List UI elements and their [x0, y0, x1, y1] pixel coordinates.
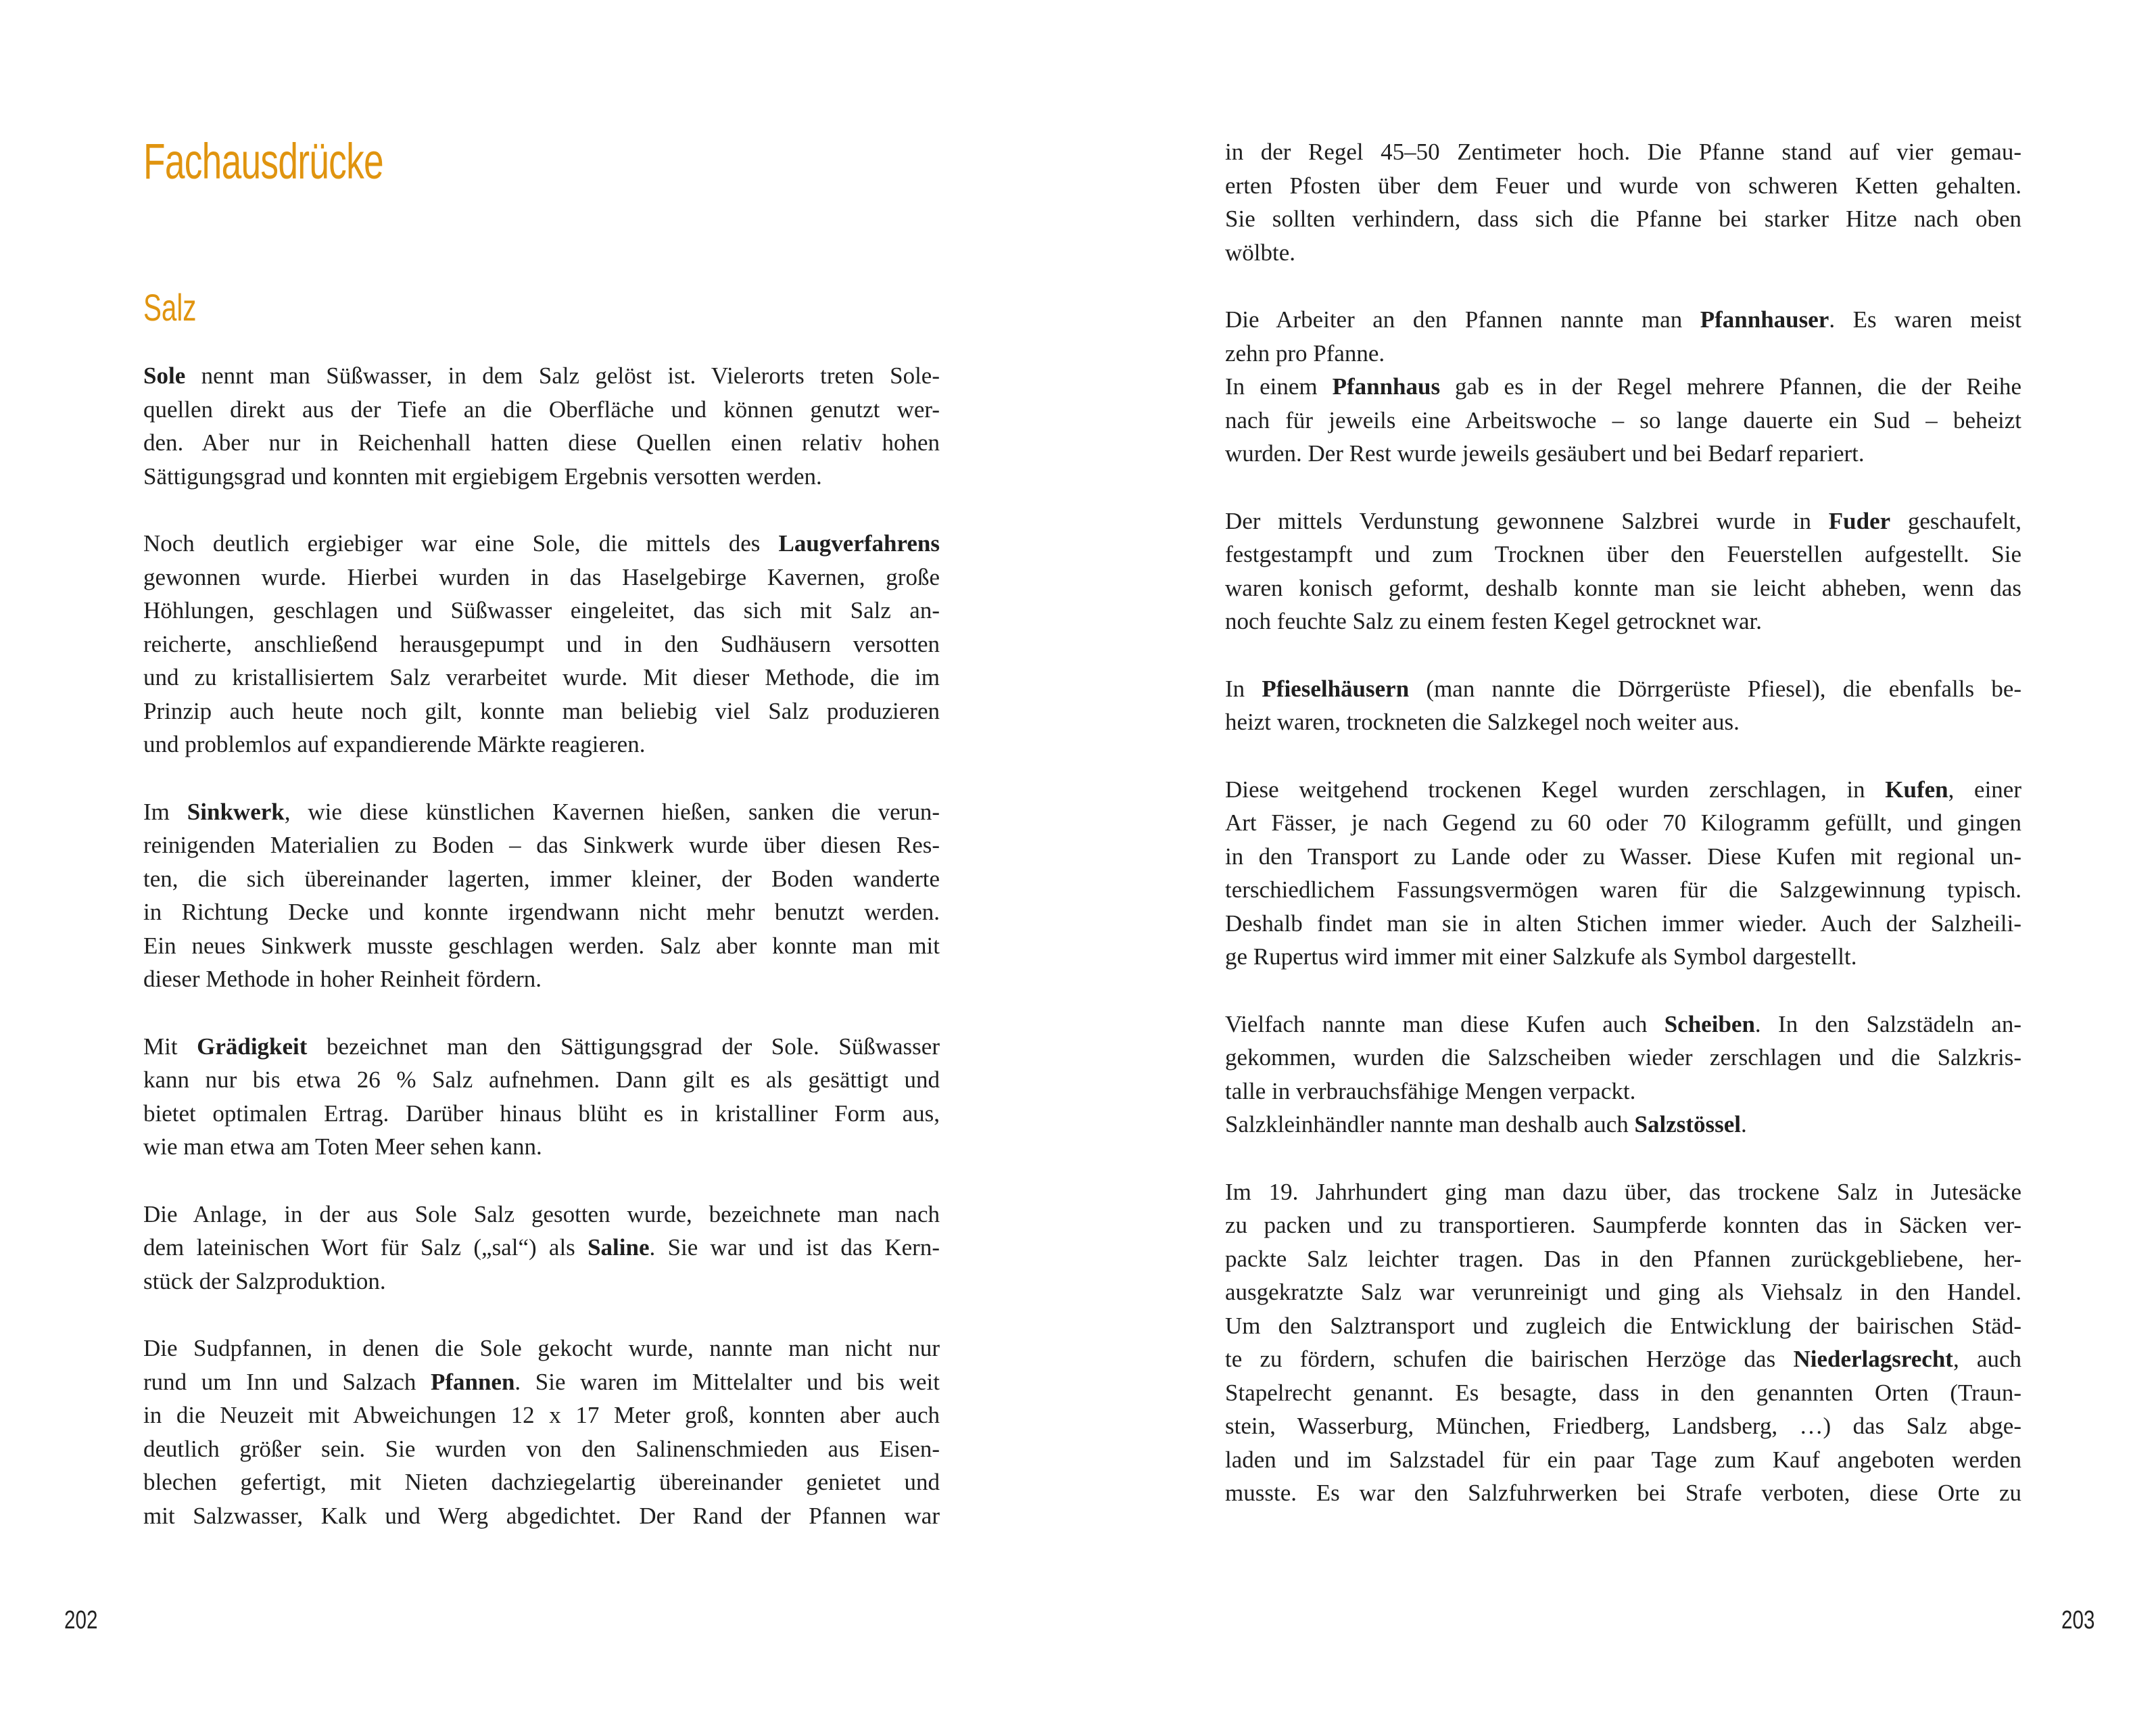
text-run: zehn pro Pfanne.	[1225, 339, 1385, 367]
text-line	[1225, 773, 2021, 807]
right-page	[1078, 0, 2156, 1717]
text-line	[1225, 1075, 2021, 1108]
page-number-left: 202	[64, 1606, 98, 1634]
text-line	[1225, 1376, 2021, 1410]
paragraph	[1225, 504, 2021, 638]
text-line	[143, 1198, 940, 1231]
text-run: Die Anlage, in der aus Sole Salz gesotten wurde, bezeichnete man nach	[143, 1200, 940, 1227]
text-run: wurden. Der Rest wurde jeweils gesäubert und bei Bedarf repariert.	[1225, 440, 1865, 467]
text-run: Deshalb findet man sie in alten Stichen immer wieder. Auch der Salzheili-	[1225, 910, 2021, 937]
text-run: reicherte, anschließend herausgepumpt und in den Sudhäusern versotten	[143, 630, 940, 657]
text-run: deutlich größer sein. Sie wurden von den Salinenschmieden aus Eisen-	[143, 1435, 940, 1462]
text-run: , wie diese künstlichen Kavernen hießen, sanken die verun-	[284, 798, 940, 825]
text-run: wölbte.	[1225, 239, 1296, 266]
paragraph	[1225, 773, 2021, 974]
left-text-column	[143, 359, 940, 1566]
paragraph	[1225, 672, 2021, 739]
text-run: nach für jeweils eine Arbeitswoche – so lange dauerte ein Sud – beheizt	[1225, 406, 2021, 433]
text-run: Sie sollten verhindern, dass sich die Pfanne bei starker Hitze nach oben	[1225, 206, 2021, 232]
text-line	[1225, 337, 2021, 371]
text-run: mit Salzwasser, Kalk und Werg abgedichtet. Der Rand der Pfannen war	[143, 1502, 940, 1529]
text-run: blechen gefertigt, mit Nieten dachziegelartig übereinander genietet und	[143, 1469, 940, 1495]
text-run: ge Rupertus wird immer mit einer Salzkufe als Symbol dargestellt.	[1225, 943, 1857, 970]
text-line	[143, 1265, 940, 1298]
text-run: geschaufelt,	[1890, 507, 2021, 534]
text-line	[143, 661, 940, 695]
bold-term: Pfannen	[430, 1368, 515, 1395]
text-run: quellen direkt aus der Tiefe an die Oberfläche und können genutzt wer-	[143, 396, 940, 423]
bold-term: Pfannhaus	[1332, 373, 1441, 400]
text-line	[143, 594, 940, 628]
text-run: bietet optimalen Ertrag. Darüber hinaus blüht es in kristalliner Form aus,	[143, 1100, 940, 1127]
text-run: . Sie war und ist das Kern-	[649, 1234, 940, 1261]
text-run: talle in verbrauchsfähige Mengen verpackt.	[1225, 1077, 1636, 1104]
text-run: ten, die sich übereinander lagerten, immer kleiner, der Boden wanderte	[143, 865, 940, 892]
text-run: wie man etwa am Toten Meer sehen kann.	[143, 1133, 542, 1160]
text-line	[1225, 571, 2021, 605]
text-line	[143, 561, 940, 594]
text-run: musste. Es war den Salzfuhrwerken bei Strafe verboten, diese Orte zu	[1225, 1480, 2021, 1506]
text-run: In einem	[1225, 373, 1333, 400]
text-line	[143, 1432, 940, 1466]
text-line	[143, 628, 940, 661]
text-line	[143, 1465, 940, 1499]
text-run: Salzkleinhändler nannte man deshalb auch	[1225, 1111, 1635, 1137]
text-run: dem lateinischen Wort für Salz („sal“) als	[143, 1234, 588, 1261]
paragraph	[143, 527, 940, 761]
text-run: zu packen und zu transportieren. Saumpferde konnten das in Säcken ver-	[1225, 1212, 2021, 1238]
text-run: packte Salz leichter tragen. Das in den Pfannen zurückgebliebene, her-	[1225, 1245, 2021, 1272]
text-run: .	[1740, 1111, 1747, 1137]
text-run: Der mittels Verdunstung gewonnene Salzbrei wurde in	[1225, 507, 1829, 534]
text-run: , einer	[1948, 776, 2021, 803]
text-run: Im	[143, 798, 187, 825]
paragraph	[143, 1332, 940, 1532]
paragraph	[143, 795, 940, 996]
text-line	[143, 962, 940, 996]
text-line	[143, 828, 940, 862]
text-line	[143, 426, 940, 460]
text-line	[143, 393, 940, 427]
text-run: Um den Salztransport und zugleich die Entwicklung der bairischen Städ-	[1225, 1312, 2021, 1339]
text-run: gab es in der Regel mehrere Pfannen, die der Reihe	[1440, 373, 2021, 400]
text-run: und problemlos auf expandierende Märkte reagieren.	[143, 731, 646, 757]
bold-term: Kufen	[1885, 776, 1948, 803]
text-run: Höhlungen, geschlagen und Süßwasser eingeleitet, das sich mit Salz an-	[143, 597, 940, 624]
paragraph	[1225, 1175, 2021, 1510]
text-line	[1225, 873, 2021, 907]
text-line	[1225, 1342, 2021, 1376]
text-run: Ein neues Sinkwerk musste geschlagen werden. Salz aber konnte man mit	[143, 932, 940, 959]
text-line	[1225, 370, 2021, 404]
text-run: terschiedlichem Fassungsvermögen waren für die Salzgewinnung typisch.	[1225, 876, 2021, 903]
text-line	[1225, 404, 2021, 438]
text-run: Die Arbeiter an den Pfannen nannte man	[1225, 306, 1700, 333]
text-line	[1225, 504, 2021, 538]
text-line	[1225, 437, 2021, 471]
text-run: Mit	[143, 1033, 197, 1060]
text-run: nennt man Süßwasser, in dem Salz gelöst ist. Vielerorts treten Sole-	[185, 362, 940, 389]
text-line	[1225, 1108, 2021, 1142]
text-run: heizt waren, trockneten die Salzkegel noch weiter aus.	[1225, 709, 1740, 735]
bold-term: Fuder	[1828, 507, 1891, 534]
text-line	[143, 1365, 940, 1399]
text-run: stück der Salzproduktion.	[143, 1267, 386, 1294]
text-line	[143, 359, 940, 393]
text-run: , auch	[1953, 1346, 2021, 1372]
text-line	[143, 1063, 940, 1097]
text-run: rund um Inn und Salzach	[143, 1368, 431, 1395]
text-line	[143, 895, 940, 929]
text-run: gekommen, wurden die Salzscheiben wieder zerschlagen und die Salzkris-	[1225, 1044, 2021, 1071]
text-run: bezeichnet man den Sättigungsgrad der Sole. Süßwasser	[307, 1033, 940, 1060]
text-line	[143, 1332, 940, 1365]
text-line	[143, 1231, 940, 1265]
text-run: in die Neuzeit mit Abweichungen 12 x 17 Meter groß, konnten aber auch	[143, 1402, 940, 1428]
text-line	[143, 1130, 940, 1164]
page-number-right: 203	[2061, 1606, 2095, 1634]
text-run: . Sie waren im Mittelalter und bis weit	[514, 1368, 940, 1395]
text-line	[1225, 538, 2021, 571]
text-line	[1225, 1409, 2021, 1443]
text-run: . Es waren meist	[1829, 306, 2021, 333]
bold-term: Scheiben	[1664, 1010, 1755, 1037]
text-line	[143, 795, 940, 829]
text-line	[1225, 940, 2021, 974]
paragraph	[143, 1198, 940, 1298]
page-title: Fachausdrücke	[143, 133, 383, 189]
text-line	[1225, 605, 2021, 638]
text-run: stein, Wasserburg, München, Friedberg, Landsberg, …) das Salz abge-	[1225, 1413, 2021, 1439]
text-line	[143, 728, 940, 761]
text-run: Die Sudpfannen, in denen die Sole gekocht wurde, nannte man nicht nur	[143, 1335, 940, 1361]
text-line	[1225, 907, 2021, 941]
text-run: reinigenden Materialien zu Boden – das Sinkwerk wurde über diesen Res-	[143, 832, 940, 858]
text-run: te zu fördern, schufen die bairischen Herzöge das	[1225, 1346, 1794, 1372]
section-heading-salz: Salz	[143, 286, 197, 329]
text-line	[1225, 135, 2021, 169]
text-run: den. Aber nur in Reichenhall hatten diese Quellen einen relativ hohen	[143, 429, 940, 456]
text-run: noch feuchte Salz zu einem festen Kegel getrocknet war.	[1225, 608, 1762, 634]
paragraph	[143, 1030, 940, 1164]
text-line	[143, 1398, 940, 1432]
text-line	[143, 1097, 940, 1131]
paragraph	[1225, 1008, 2021, 1142]
text-line	[143, 1499, 940, 1533]
bold-term: Pfannhauser	[1700, 306, 1829, 333]
text-line	[143, 527, 940, 561]
bold-term: Laugverfahrens	[778, 530, 940, 557]
text-run: waren konisch geformt, deshalb konnte man sie leicht abheben, wenn das	[1225, 574, 2021, 601]
text-run: festgestampft und zum Trocknen über den Feuerstellen aufgestellt. Sie	[1225, 541, 2021, 567]
text-line	[1225, 1242, 2021, 1276]
text-run: und zu kristallisiertem Salz verarbeitet wurde. Mit dieser Methode, die im	[143, 664, 940, 690]
text-line	[1225, 202, 2021, 236]
text-line	[1225, 303, 2021, 337]
text-line	[1225, 1175, 2021, 1209]
text-run: Prinzip auch heute noch gilt, konnte man beliebig viel Salz produzieren	[143, 697, 940, 724]
text-run: Noch deutlich ergiebiger war eine Sole, die mittels des	[143, 530, 779, 557]
paragraph	[1225, 135, 2021, 269]
text-line	[1225, 1476, 2021, 1510]
text-run: in der Regel 45–50 Zentimeter hoch. Die Pfanne stand auf vier gemau-	[1225, 139, 2021, 165]
text-line	[1225, 1443, 2021, 1477]
bold-term: Sinkwerk	[187, 798, 285, 825]
text-run: ausgekratzte Salz war verunreinigt und ging als Viehsalz in den Handel.	[1225, 1279, 2021, 1305]
text-line	[1225, 1008, 2021, 1041]
bold-term: Sole	[143, 362, 186, 389]
text-run: in den Transport zu Lande oder zu Wasser. Diese Kufen mit regional un-	[1225, 843, 2021, 870]
text-run: Art Fässer, je nach Gegend zu 60 oder 70 Kilogramm gefüllt, und gingen	[1225, 809, 2021, 836]
text-line	[143, 862, 940, 896]
text-line	[1225, 1275, 2021, 1309]
text-run: . In den Salzstädeln an-	[1754, 1010, 2021, 1037]
text-line	[1225, 705, 2021, 739]
text-line	[1225, 236, 2021, 270]
text-line	[1225, 1041, 2021, 1075]
text-line	[1225, 1208, 2021, 1242]
text-line	[143, 1030, 940, 1064]
text-run: Im 19. Jahrhundert ging man dazu über, das trockene Salz in Jutesäcke	[1225, 1178, 2021, 1205]
text-run: laden und im Salzstadel für ein paar Tage zum Kauf angeboten werden	[1225, 1446, 2021, 1473]
text-run: erten Pfosten über dem Feuer und wurde von schweren Ketten gehalten.	[1225, 172, 2021, 199]
text-run: gewonnen wurde. Hierbei wurden in das Haselgebirge Kavernen, große	[143, 563, 940, 590]
text-line	[1225, 169, 2021, 203]
text-line	[1225, 672, 2021, 706]
paragraph	[1225, 303, 2021, 471]
text-line	[143, 460, 940, 494]
text-run: (man nannte die Dörrgerüste Pfiesel), die ebenfalls be-	[1409, 675, 2022, 702]
text-line	[143, 695, 940, 728]
text-run: Stapelrecht genannt. Es besagte, dass in den genannten Orten (Traun-	[1225, 1379, 2021, 1406]
text-run: Diese weitgehend trockenen Kegel wurden zerschlagen, in	[1225, 776, 1886, 803]
text-run: kann nur bis etwa 26 % Salz aufnehmen. Dann gilt es als gesättigt und	[143, 1066, 940, 1093]
right-text-column	[1225, 135, 2021, 1544]
text-line	[143, 929, 940, 963]
text-run: Sättigungsgrad und konnten mit ergiebigem Ergebnis versotten werden.	[143, 463, 822, 490]
text-line	[1225, 806, 2021, 840]
bold-term: Saline	[588, 1234, 650, 1261]
bold-term: Grädigkeit	[197, 1033, 308, 1060]
bold-term: Salzstössel	[1634, 1111, 1741, 1137]
text-run: Vielfach nannte man diese Kufen auch	[1225, 1010, 1664, 1037]
bold-term: Niederlagsrecht	[1793, 1346, 1953, 1372]
bold-term: Pfieselhäusern	[1262, 675, 1410, 702]
text-run: in Richtung Decke und konnte irgendwann nicht mehr benutzt werden.	[143, 899, 940, 925]
text-line	[1225, 1309, 2021, 1343]
text-run: dieser Methode in hoher Reinheit fördern.	[143, 966, 542, 992]
text-run: In	[1225, 675, 1262, 702]
paragraph	[143, 359, 940, 493]
text-line	[1225, 840, 2021, 874]
